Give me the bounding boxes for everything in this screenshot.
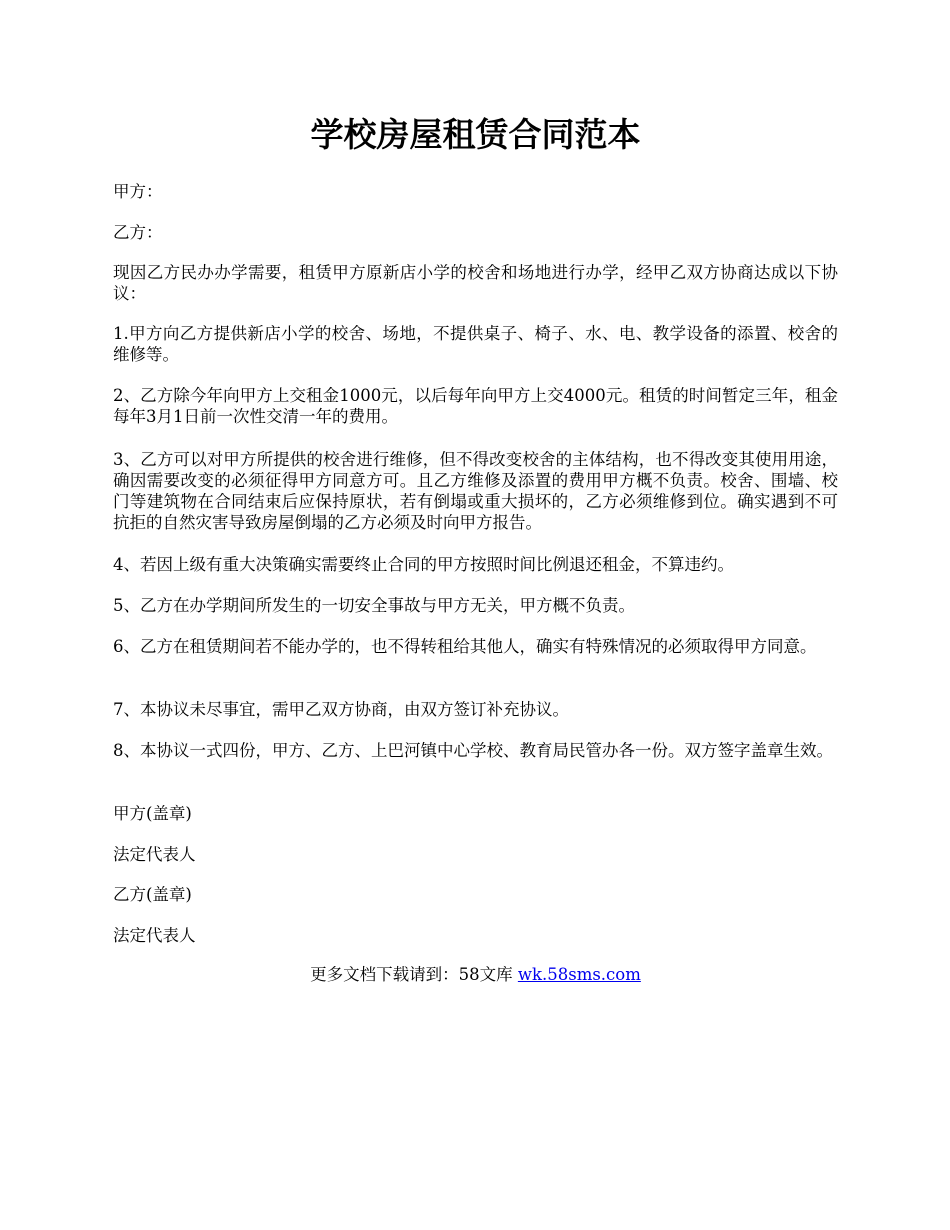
footer-link[interactable]: wk.58sms.com — [517, 965, 641, 984]
party-a-representative-label: 法定代表人 — [113, 845, 196, 864]
download-footer — [113, 964, 838, 986]
party-b-label: 乙方： — [113, 223, 163, 242]
clause-6: 6、乙方在租赁期间若不能办学的，也不得转租给其他人，确实有特殊情况的必须取得甲方同意。 — [113, 637, 817, 656]
clause-1: 1.甲方向乙方提供新店小学的校舍、场地，不提供桌子、椅子、水、电、教学设备的添置、校舍的维修等。 — [113, 324, 838, 364]
clause-4: 4、若因上级有重大决策确实需要终止合同的甲方按照时间比例退还租金，不算违约。 — [113, 555, 734, 574]
clause-7: 7、本协议未尽事宜，需甲乙双方协商，由双方签订补充协议。 — [113, 700, 569, 719]
party-a-seal-label: 甲方(盖章) — [113, 804, 192, 823]
party-b-representative-label: 法定代表人 — [113, 926, 196, 945]
clause-2: 2、乙方除今年向甲方上交租金1000元，以后每年向甲方上交4000元。租赁的时间暂定三年，租金每年3月1日前一次性交清一年的费用。 — [113, 386, 838, 426]
footer-text: 更多文档下载请到：58文库 — [310, 965, 518, 984]
party-b-seal-label: 乙方(盖章) — [113, 885, 192, 904]
clause-8: 8、本协议一式四份，甲方、乙方、上巴河镇中心学校、教育局民管办各一份。双方签字盖章生效。 — [113, 741, 833, 760]
party-a-label: 甲方： — [113, 182, 163, 201]
clause-3: 3、乙方可以对甲方所提供的校舍进行维修，但不得改变校舍的主体结构，也不得改变其使用用途，确因需要改变的必须征得甲方同意方可。且乙方维修及添置的费用甲方概不负责。校舍、围墙、校门等建筑物在合同结束后应保持原状，若有倒塌或重大损坏的，乙方必须维修到位。确实遇到不可抗拒的自然灾害导致房屋倒塌的乙方必须及时向甲方报告。 — [113, 450, 838, 532]
clause-5: 5、乙方在办学期间所发生的一切安全事故与甲方无关，甲方概不负责。 — [113, 596, 635, 615]
intro-paragraph: 现因乙方民办办学需要，租赁甲方原新店小学的校舍和场地进行办学，经甲乙双方协商达成以下协议： — [113, 263, 838, 303]
document-title: 学校房屋租赁合同范本 — [310, 115, 641, 154]
